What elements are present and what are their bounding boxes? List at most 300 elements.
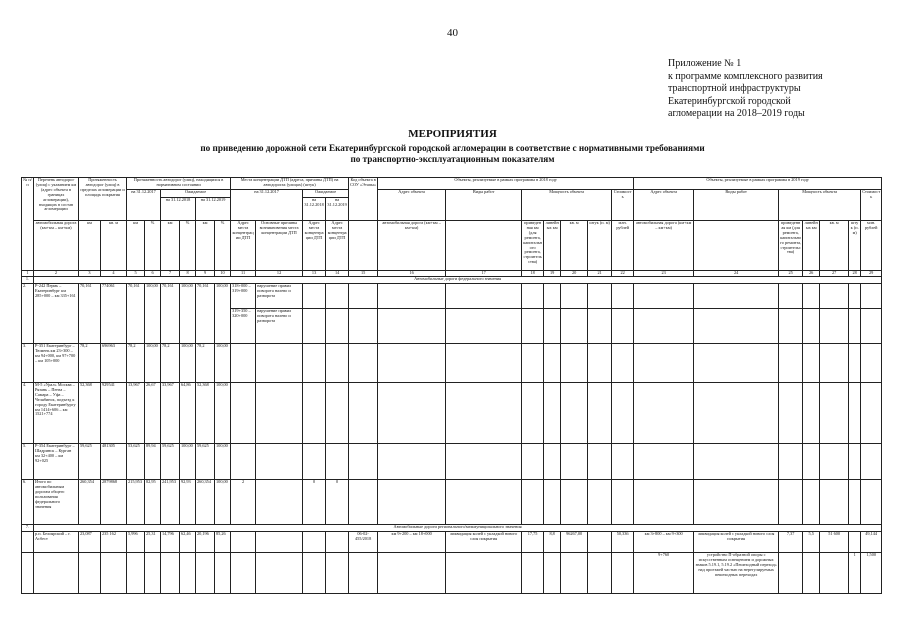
cell-pct-2017: 26,67 xyxy=(145,383,161,444)
header-rub: млн. рублей xyxy=(861,221,882,271)
table-cell xyxy=(803,480,820,525)
header-conc-on-2019: на 31.12.2019 xyxy=(326,198,349,221)
table-cell xyxy=(215,553,231,594)
section-regional: Автомобильные дороги регионального/межмуниципального значения xyxy=(34,525,882,532)
table-cell xyxy=(522,480,544,525)
column-number: 27 xyxy=(820,271,849,277)
cell-pct-2019: 100,00 xyxy=(215,383,231,444)
column-number: 4 xyxy=(101,271,127,277)
header-rub: млн. рублей xyxy=(612,221,634,271)
header-cap-unit: кв. м xyxy=(820,221,849,271)
header-length: Протяженность автодорог (улиц) в пределах агломерации и площадь покрытия xyxy=(79,178,127,221)
cell-pct-2018: 100,00 xyxy=(180,344,196,383)
header-conc-on-2018: на 31.12.2018 xyxy=(303,198,326,221)
cell-km-2019: 260,354 xyxy=(196,480,215,525)
table-cell xyxy=(588,480,612,525)
header-normative: Протяженность автодорог (улиц), находящихся в нормативном состоянии xyxy=(127,178,231,190)
header-cap-unit: штук (п. м) xyxy=(588,221,612,271)
cell-cap-pieces-2019: 1 xyxy=(849,553,861,594)
section-no: 7. xyxy=(22,525,34,532)
column-number: 21 xyxy=(588,271,612,277)
header-conc-expected: Ожидаемое xyxy=(303,190,349,198)
table-cell xyxy=(694,480,779,525)
table-cell xyxy=(544,344,561,383)
column-number: 19 xyxy=(544,271,561,277)
table-cell xyxy=(446,553,522,594)
header-cost-2018: Стоимость xyxy=(612,190,634,221)
page-number: 40 xyxy=(447,27,458,39)
cell-code: 06-02-455/2018 xyxy=(349,532,378,553)
appendix-line: агломерации на 2018–2019 годы xyxy=(668,108,805,119)
table-cell xyxy=(779,480,803,525)
table-cell xyxy=(522,553,544,594)
table-cell xyxy=(349,480,378,525)
table-cell xyxy=(634,344,694,383)
cell-km-2017: 53,625 xyxy=(127,444,145,480)
table-cell xyxy=(820,480,849,525)
header-conc-addr-2018: Адрес места концентрации ДТП xyxy=(303,221,326,271)
cell-conc-reason: нарушение правил поворота налево и разворота xyxy=(256,309,303,344)
cell-km-2017: 5,996 xyxy=(127,532,145,553)
table-cell xyxy=(378,284,446,309)
column-number: 15 xyxy=(349,271,378,277)
table-cell xyxy=(588,553,612,594)
cell-cap-pk: 17,75 xyxy=(522,532,544,553)
table-cell xyxy=(803,553,820,594)
cell-km-2018: 241,953 xyxy=(161,480,180,525)
route-name: Р-242 Пермь – Екатеринбург км 285+000 – км 335+161 xyxy=(34,284,79,344)
cell-km-2018: 70,161 xyxy=(161,284,180,344)
header-conc-2017: на 31.12.2017 xyxy=(231,190,303,221)
table-cell xyxy=(326,532,349,553)
cell-length: 78,2 xyxy=(79,344,101,383)
cell-conc-addr: 318+000 – 319+000 xyxy=(231,284,256,309)
table-cell xyxy=(231,344,256,383)
column-number: 8 xyxy=(180,271,196,277)
table-cell xyxy=(849,284,861,309)
table-cell xyxy=(544,444,561,480)
cell-length: 23,087 xyxy=(79,532,101,553)
table-cell xyxy=(803,309,820,344)
table-cell xyxy=(588,532,612,553)
cell-area: 235 162 xyxy=(101,532,127,553)
cell-cost-2019: 1,500 xyxy=(861,553,882,594)
cell-pct-2019: 100,00 xyxy=(215,480,231,525)
header-on-2019: на 31.12.2019 xyxy=(196,198,231,221)
table-cell xyxy=(803,444,820,480)
row-no xyxy=(22,532,34,553)
header-unit: кв. м xyxy=(101,221,127,271)
column-number: 12 xyxy=(256,271,303,277)
row-no: 4. xyxy=(22,383,34,444)
cell-pct-2018: 92,93 xyxy=(180,480,196,525)
column-number: 10 xyxy=(215,271,231,277)
header-unit: км xyxy=(79,221,101,271)
table-cell xyxy=(612,284,634,309)
table-cell xyxy=(588,444,612,480)
column-number: 14 xyxy=(326,271,349,277)
table-cell xyxy=(446,444,522,480)
header-unit: км xyxy=(127,221,145,271)
table-cell xyxy=(303,344,326,383)
table-cell xyxy=(803,284,820,309)
route-name: Итого по автомобильным дорогам общего пользования федерального значения xyxy=(34,480,79,525)
header-road-label-2018: автомобильная дорога (км+км – км+км) xyxy=(378,221,446,271)
table-cell xyxy=(326,344,349,383)
header-objects-2019: Объекты, реализуемые в рамках программы в 2019 году xyxy=(634,178,882,190)
table-cell xyxy=(256,444,303,480)
table-cell xyxy=(561,553,588,594)
column-number: 25 xyxy=(779,271,803,277)
row-no: 5. xyxy=(22,444,34,480)
cell-cap-lin: 8,8 xyxy=(544,532,561,553)
section-federal: Автомобильные дороги федерального значения xyxy=(34,277,882,284)
header-capacity-2019: Мощность объекта xyxy=(779,190,861,221)
appendix-block xyxy=(668,58,883,121)
table-cell xyxy=(779,444,803,480)
table-cell xyxy=(522,284,544,309)
table-cell xyxy=(588,284,612,309)
table-cell xyxy=(378,553,446,594)
header-cost-2019: Стоимость xyxy=(861,190,882,221)
table-cell xyxy=(561,480,588,525)
cell-km-2017: 215,953 xyxy=(127,480,145,525)
table-cell xyxy=(779,309,803,344)
cell-km-2018: 14,796 xyxy=(161,532,180,553)
cell-km-2019: 78,2 xyxy=(196,344,215,383)
cell-pct-2017: 82,95 xyxy=(145,480,161,525)
table-cell xyxy=(612,553,634,594)
column-number: 18 xyxy=(522,271,544,277)
cell-km-2019: 70,161 xyxy=(196,284,215,344)
table-cell xyxy=(256,553,303,594)
cell-address-2019: км 3+800 – км 9+300 xyxy=(634,532,694,553)
cell-km-2018: 59,625 xyxy=(161,444,180,480)
subtitle-line: по приведению дорожной сети Екатеринбургской городской агломерации в соответствие с нормативными требованиями xyxy=(200,143,705,153)
cell-conc-addr: 319+350 – 320+000 xyxy=(231,309,256,344)
table-cell xyxy=(180,553,196,594)
table-cell xyxy=(34,553,79,594)
cell-cap-lin-2019: 5,5 xyxy=(803,532,820,553)
column-number: 22 xyxy=(612,271,634,277)
table-cell xyxy=(196,553,215,594)
table-cell xyxy=(820,553,849,594)
row-no: 3. xyxy=(22,344,34,383)
column-number: 13 xyxy=(303,271,326,277)
column-number: 28 xyxy=(849,271,861,277)
subtitle-line: по транспортно-эксплуатационным показателям xyxy=(350,153,555,164)
cell-area: 774061 xyxy=(101,284,127,344)
table-cell xyxy=(349,344,378,383)
cell-area: 696963 xyxy=(101,344,127,383)
cell-km-2017: 13,967 xyxy=(127,383,145,444)
table-cell xyxy=(561,344,588,383)
table-cell xyxy=(820,383,849,444)
header-unit: км xyxy=(196,221,215,271)
table-cell xyxy=(349,444,378,480)
column-number: 29 xyxy=(861,271,882,277)
cell-conc-total: 2 xyxy=(231,480,256,525)
table-cell xyxy=(803,383,820,444)
header-address-2019: Адрес объекта xyxy=(634,190,694,221)
cell-pct-2017: 25,31 xyxy=(145,532,161,553)
cell-km-2019: 52,368 xyxy=(196,383,215,444)
table-cell xyxy=(161,553,180,594)
table-cell xyxy=(326,383,349,444)
cell-pct-2019: 100,00 xyxy=(215,284,231,344)
table-cell xyxy=(561,383,588,444)
appendix-line: Екатеринбургской городской xyxy=(668,95,791,107)
table-cell xyxy=(256,480,303,525)
table-cell xyxy=(522,344,544,383)
table-cell xyxy=(522,444,544,480)
header-expected: Ожидаемое xyxy=(161,190,231,198)
header-address-2018: Адрес объекта xyxy=(378,190,446,221)
table-cell xyxy=(694,344,779,383)
header-cap-unit: приведенная км (для ремонта, капитального ремонта, строительства) xyxy=(522,221,544,271)
cell-pct-2018: 62,46 xyxy=(180,532,196,553)
table-cell xyxy=(303,309,326,344)
table-cell xyxy=(544,284,561,309)
table-cell xyxy=(849,480,861,525)
table-cell xyxy=(779,284,803,309)
cell-conc-reason: нарушение правил поворота налево и разворота xyxy=(256,284,303,309)
table-cell xyxy=(303,284,326,309)
table-cell xyxy=(612,480,634,525)
table-cell xyxy=(779,553,803,594)
table-cell xyxy=(522,383,544,444)
header-cap-unit: штук (п. м) xyxy=(849,221,861,271)
table-cell xyxy=(231,553,256,594)
table-cell xyxy=(378,309,446,344)
header-cap-unit: кв. м xyxy=(561,221,588,271)
table-cell xyxy=(349,284,378,309)
cell-cap-sq: 96267,00 xyxy=(561,532,588,553)
cell-area: 929541 xyxy=(101,383,127,444)
table-cell xyxy=(544,553,561,594)
table-cell xyxy=(349,553,378,594)
table-cell xyxy=(326,309,349,344)
table-cell xyxy=(849,383,861,444)
table-cell xyxy=(561,284,588,309)
route-name: р.п. Белоярский – г. Асбест xyxy=(34,532,79,553)
table-cell xyxy=(303,383,326,444)
table-cell xyxy=(612,309,634,344)
table-cell xyxy=(861,383,882,444)
table-cell xyxy=(849,532,861,553)
cell-pct-2019: 100,00 xyxy=(215,444,231,480)
table-cell xyxy=(849,344,861,383)
column-number: 1 xyxy=(22,271,34,277)
table-cell xyxy=(634,444,694,480)
cell-km-2017: 78,2 xyxy=(127,344,145,383)
cell-conc-2018: 0 xyxy=(303,480,326,525)
table-cell xyxy=(326,444,349,480)
cell-pct-2019: 100,00 xyxy=(215,344,231,383)
column-number: 5 xyxy=(127,271,145,277)
cell-pct-2018: 100,00 xyxy=(180,444,196,480)
table-cell xyxy=(378,444,446,480)
cell-pct-2019: 85,26 xyxy=(215,532,231,553)
cell-km-2018: 78,2 xyxy=(161,344,180,383)
column-number: 2 xyxy=(34,271,79,277)
cell-pct-2018: 64,86 xyxy=(180,383,196,444)
header-cap-unit: приведенная км (для ремонта, капитального ремонта, строительства) xyxy=(779,221,803,271)
column-number: 17 xyxy=(446,271,522,277)
column-number: 6 xyxy=(145,271,161,277)
cell-area: 2879868 xyxy=(101,480,127,525)
header-on-2018: на 31.12.2018 xyxy=(161,198,196,221)
cell-cost-2019: 49,144 xyxy=(861,532,882,553)
header-capacity-2018: Мощность объекта xyxy=(522,190,612,221)
cell-work-2018: ликвидация колей с укладкой нового слоя покрытия xyxy=(446,532,522,553)
cell-length: 260,354 xyxy=(79,480,101,525)
table-cell xyxy=(231,532,256,553)
header-unit: % xyxy=(145,221,161,271)
header-conc-addr-2019: Адрес места концентрации ДТП xyxy=(326,221,349,271)
table-cell xyxy=(803,344,820,383)
table-cell xyxy=(634,309,694,344)
table-cell xyxy=(145,553,161,594)
table-cell xyxy=(861,444,882,480)
cell-length: 59,625 xyxy=(79,444,101,480)
table-cell xyxy=(101,553,127,594)
table-cell xyxy=(446,309,522,344)
row-no: 6. xyxy=(22,480,34,525)
cell-pct-2018: 100,00 xyxy=(180,284,196,344)
table-cell xyxy=(522,309,544,344)
cell-length: 70,161 xyxy=(79,284,101,344)
header-concentration: Места концентрации ДТП (адреса, причины ДТП) на автодорогах (улицах) (штук) xyxy=(231,178,349,190)
table-cell xyxy=(634,284,694,309)
header-unit: % xyxy=(180,221,196,271)
header-work-2019: Виды работ xyxy=(694,190,779,221)
cell-km-2018: 33,967 xyxy=(161,383,180,444)
cell-address-2019: 9+760 xyxy=(634,553,694,594)
table-cell xyxy=(378,480,446,525)
table-cell xyxy=(861,344,882,383)
table-cell xyxy=(127,553,145,594)
column-number: 7 xyxy=(161,271,180,277)
table-cell xyxy=(303,444,326,480)
table-cell xyxy=(256,532,303,553)
column-number: 24 xyxy=(694,271,779,277)
table-cell xyxy=(256,344,303,383)
table-cell xyxy=(588,344,612,383)
table-cell xyxy=(446,480,522,525)
header-objects-2018: Объекты, реализуемые в рамках программы в 2018 году xyxy=(378,178,634,190)
cell-conc-2019: 0 xyxy=(326,480,349,525)
table-cell xyxy=(849,309,861,344)
table-cell xyxy=(378,344,446,383)
header-conc-addr: Адрес места концентрации ДТП xyxy=(231,221,256,271)
cell-pct-2017: 89,94 xyxy=(145,444,161,480)
table-cell xyxy=(544,309,561,344)
table-cell xyxy=(544,480,561,525)
table-cell xyxy=(446,344,522,383)
table-cell xyxy=(820,344,849,383)
table-cell xyxy=(694,444,779,480)
header-no: № п/п xyxy=(22,178,34,271)
table-cell xyxy=(446,383,522,444)
table-cell xyxy=(612,444,634,480)
table-cell xyxy=(861,480,882,525)
table-cell xyxy=(849,444,861,480)
table-cell xyxy=(588,383,612,444)
table-cell xyxy=(634,383,694,444)
section-no: 1. xyxy=(22,277,34,284)
header-road-label: автомобильная дорога (км+км – км+км) xyxy=(34,221,79,271)
table-cell xyxy=(634,480,694,525)
cell-km-2019: 20,196 xyxy=(196,532,215,553)
header-unit: % xyxy=(215,221,231,271)
cell-work-2019: ликвидация колей с укладкой нового слоя покрытия xyxy=(694,532,779,553)
cell-length: 52,368 xyxy=(79,383,101,444)
header-work-2018: Виды работ xyxy=(446,190,522,221)
column-number: 11 xyxy=(231,271,256,277)
table-cell xyxy=(612,383,634,444)
header-road-label-2019: автомобильная дорога (км+км – км+км) xyxy=(634,221,694,271)
appendix-line: Приложение № 1 xyxy=(668,58,742,69)
header-cap-unit: линейных км xyxy=(803,221,820,271)
table-cell xyxy=(326,553,349,594)
column-number: 20 xyxy=(561,271,588,277)
table-cell xyxy=(326,284,349,309)
column-number: 26 xyxy=(803,271,820,277)
header-unit: км xyxy=(161,221,180,271)
measures-table xyxy=(21,177,882,594)
table-cell xyxy=(303,553,326,594)
table-cell xyxy=(779,344,803,383)
column-number: 23 xyxy=(634,271,694,277)
cell-cap-pk-2019: 7,37 xyxy=(779,532,803,553)
column-number: 9 xyxy=(196,271,215,277)
route-name: Р-354 Екатеринбург – Шадринск – Курган км 32+400 – км 92+025 xyxy=(34,444,79,480)
table-cell xyxy=(79,553,101,594)
cell-cost-2018: 50,336 xyxy=(612,532,634,553)
cell-work-2019: устройство П-образной опоры с искусственным освещением и дорожных знаков 5.19.1, 5.19.2 «Пешеходный переход» над проезжей частью на нерегулируемых пешеходных переходах xyxy=(694,553,779,594)
table-cell xyxy=(544,383,561,444)
table-cell xyxy=(861,309,882,344)
appendix-line: к программе комплексного развития xyxy=(668,70,823,82)
table-cell xyxy=(22,553,34,594)
column-number: 16 xyxy=(378,271,446,277)
table-cell xyxy=(694,383,779,444)
cell-pct-2017: 100,00 xyxy=(145,344,161,383)
table-cell xyxy=(779,383,803,444)
table-cell xyxy=(231,444,256,480)
route-name: Р-351 Екатеринбург – Тюмень км 23+300 – км 94+000, км 97+700 – км 105+000 xyxy=(34,344,79,383)
table-cell xyxy=(256,383,303,444)
table-cell xyxy=(861,284,882,309)
table-cell xyxy=(561,309,588,344)
cell-pct-2017: 100,00 xyxy=(145,284,161,344)
table-cell xyxy=(378,383,446,444)
table-cell xyxy=(820,309,849,344)
table-cell xyxy=(820,444,849,480)
table-cell xyxy=(303,532,326,553)
header-on-2017: на 31.12.2017 xyxy=(127,190,161,221)
document-subtitle xyxy=(0,143,905,164)
cell-km-2019: 59,625 xyxy=(196,444,215,480)
appendix-line: транспортной инфраструктуры xyxy=(668,83,801,94)
table-cell xyxy=(231,383,256,444)
document-title: МЕРОПРИЯТИЯ xyxy=(408,128,497,140)
row-no: 2. xyxy=(22,284,34,344)
table-cell xyxy=(561,444,588,480)
header-code: Код объекта в СОУ «Этапы» xyxy=(349,178,378,221)
table-cell xyxy=(820,284,849,309)
